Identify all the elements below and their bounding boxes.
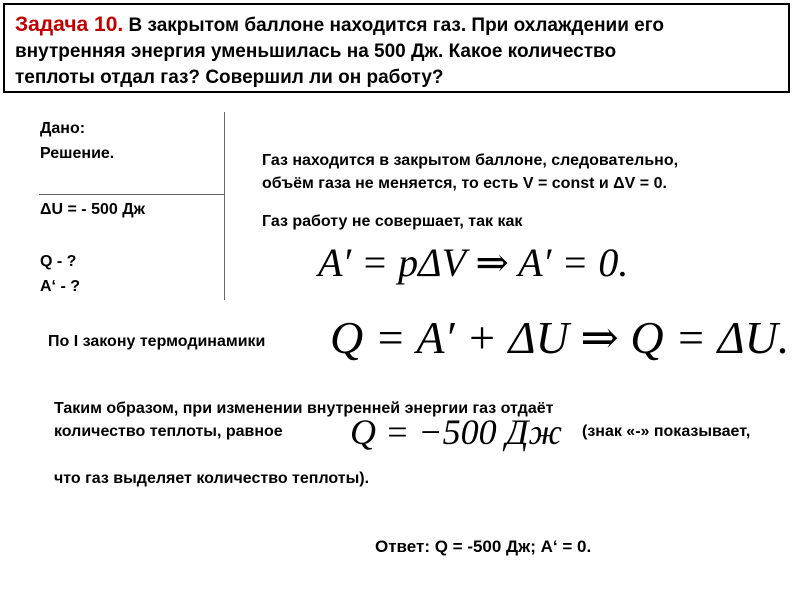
conclusion-line-3: что газ выделяет количество теплоты). bbox=[54, 470, 370, 487]
solution-label: Решение. bbox=[40, 145, 115, 162]
answer-text: Ответ: Q = -500 Дж; A‘ = 0. bbox=[375, 537, 592, 556]
given-vertical-divider bbox=[224, 112, 225, 300]
task-text-line-3: теплоты отдал газ? Совершил ли он работу? bbox=[15, 67, 444, 88]
first-law-formula: Q = A′ + ΔU ⇒ Q = ΔU. bbox=[330, 312, 790, 363]
given-horizontal-divider bbox=[39, 194, 225, 195]
unknown-q: Q - ? bbox=[40, 253, 77, 270]
unknown-a: A‘ - ? bbox=[40, 278, 80, 295]
task-line-1 bbox=[15, 12, 778, 39]
given-delta-u: ΔU = - 500 Дж bbox=[40, 201, 145, 218]
given-label: Дано: bbox=[40, 120, 86, 137]
work-formula: A′ = pΔV ⇒ A′ = 0. bbox=[318, 240, 629, 285]
conclusion-line-2-start: количество теплоты, равное bbox=[54, 423, 283, 440]
first-law-label: По I закону термодинамики bbox=[48, 333, 266, 350]
heat-formula: Q = −500 Дж bbox=[350, 412, 562, 452]
reasoning-line-1: Газ находится в закрытом баллоне, следовательно, bbox=[262, 152, 679, 169]
conclusion-line-2-end: (знак «-» показывает, bbox=[582, 423, 751, 440]
conclusion-line-1: Таким образом, при изменении внутренней энергии газ отдаёт bbox=[54, 400, 554, 417]
task-number: Задача 10. bbox=[15, 13, 124, 36]
task-statement-box bbox=[3, 3, 790, 93]
reasoning-line-2: объём газа не меняется, то есть V = const и ΔV = 0. bbox=[262, 175, 667, 192]
task-text-line-2: внутренняя энергия уменьшилась на 500 Дж. Какое количество bbox=[15, 41, 617, 62]
no-work-text: Газ работу не совершает, так как bbox=[262, 213, 523, 230]
task-text-line-1: В закрытом баллоне находится газ. При охлаждении его bbox=[128, 15, 665, 36]
